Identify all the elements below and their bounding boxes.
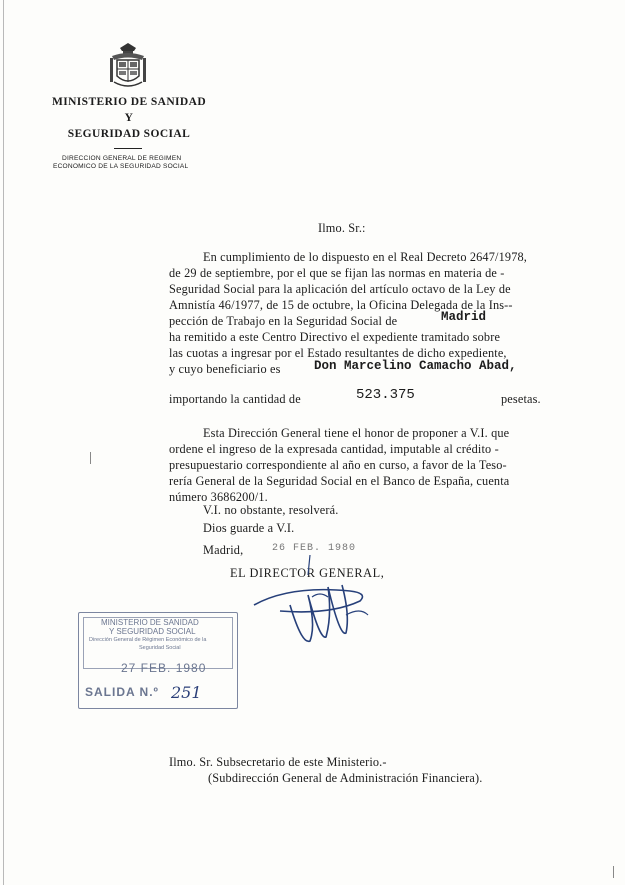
amount-value: 523.375 [356,387,415,403]
proposal-line: rería General de la Seguridad Social en el Banco de España, cuenta [169,474,510,488]
proposal-line: Esta Dirección General tiene el honor de proponer a V.I. que [203,426,510,440]
salutation: Ilmo. Sr.: [318,221,366,235]
registry-stamp [78,612,238,709]
stamp-ministry-line2: Y SEGURIDAD SOCIAL [109,627,196,636]
letterhead-divider [114,148,142,149]
stamp-ministry-line3: Dirección General de Régimen Económico de la [89,637,207,643]
stamp-ministry-line4: Seguridad Social [139,645,181,651]
date-stamp: 26 FEB. 1980 [272,543,357,554]
signer-title: EL DIRECTOR GENERAL, [230,566,385,580]
body-line: En cumplimiento de lo dispuesto en el Real Decreto 2647/1978, [203,250,528,264]
body-line: Seguridad Social para la aplicación del artículo octavo de la Ley de [169,282,511,296]
stamp-date: 27 FEB. 1980 [121,661,207,675]
signature-icon [250,545,380,655]
ministry-name-line3: SEGURIDAD SOCIAL [67,128,191,140]
proposal-line: presupuestario correspondiente al año en curso, a favor de la Teso- [169,458,507,472]
typed-beneficiary: Don Marcelino Camacho Abad, [314,359,517,373]
ministry-name-line1: MINISTERIO DE SANIDAD [51,96,207,108]
body-line: y cuyo beneficiario es [169,362,281,376]
closing-place: Madrid, [203,543,244,557]
typed-city: Madrid [441,310,487,324]
page-edge [3,0,4,885]
closing-resolve: V.I. no obstante, resolverá. [203,503,339,517]
proposal-line: ordene el ingreso de la expresada cantidad, imputable al crédito - [169,442,499,456]
coat-of-arms-icon [108,42,148,92]
body-line: de 29 de septiembre, por el que se fijan las normas en materia de - [169,266,505,280]
closing-blessing: Dios guarde a V.I. [203,521,295,535]
amount-currency: pesetas. [501,392,541,406]
ministry-name-line2: Y [124,112,134,124]
stamp-ministry-line1: MINISTERIO DE SANIDAD [101,618,199,627]
page-mark [613,866,614,878]
stamp-salida-label: SALIDA N.º [85,685,159,699]
body-line: ha remitido a este Centro Directivo el expediente tramitado sobre [169,330,501,344]
addressee-line2: (Subdirección General de Administración Financiera). [208,771,483,785]
department-line2: ECONOMICO DE LA SEGURIDAD SOCIAL [53,163,189,170]
body-line: las cuotas a ingresar por el Estado resultantes de dicho expediente, [169,346,507,360]
amount-label: importando la cantidad de [169,392,301,406]
stamp-salida-number: 251 [171,683,202,702]
body-line: Amnistía 46/1977, de 15 de octubre, la Oficina Delegada de la Ins-- [169,298,513,312]
body-line: pección de Trabajo en la Seguridad Social de [169,314,398,328]
page-mark [90,452,91,464]
department-line1: DIRECCION GENERAL DE REGIMEN [62,155,182,162]
proposal-line: número 3686200/1. [169,490,268,504]
addressee-line1: Ilmo. Sr. Subsecretario de este Ministerio.- [169,755,387,769]
